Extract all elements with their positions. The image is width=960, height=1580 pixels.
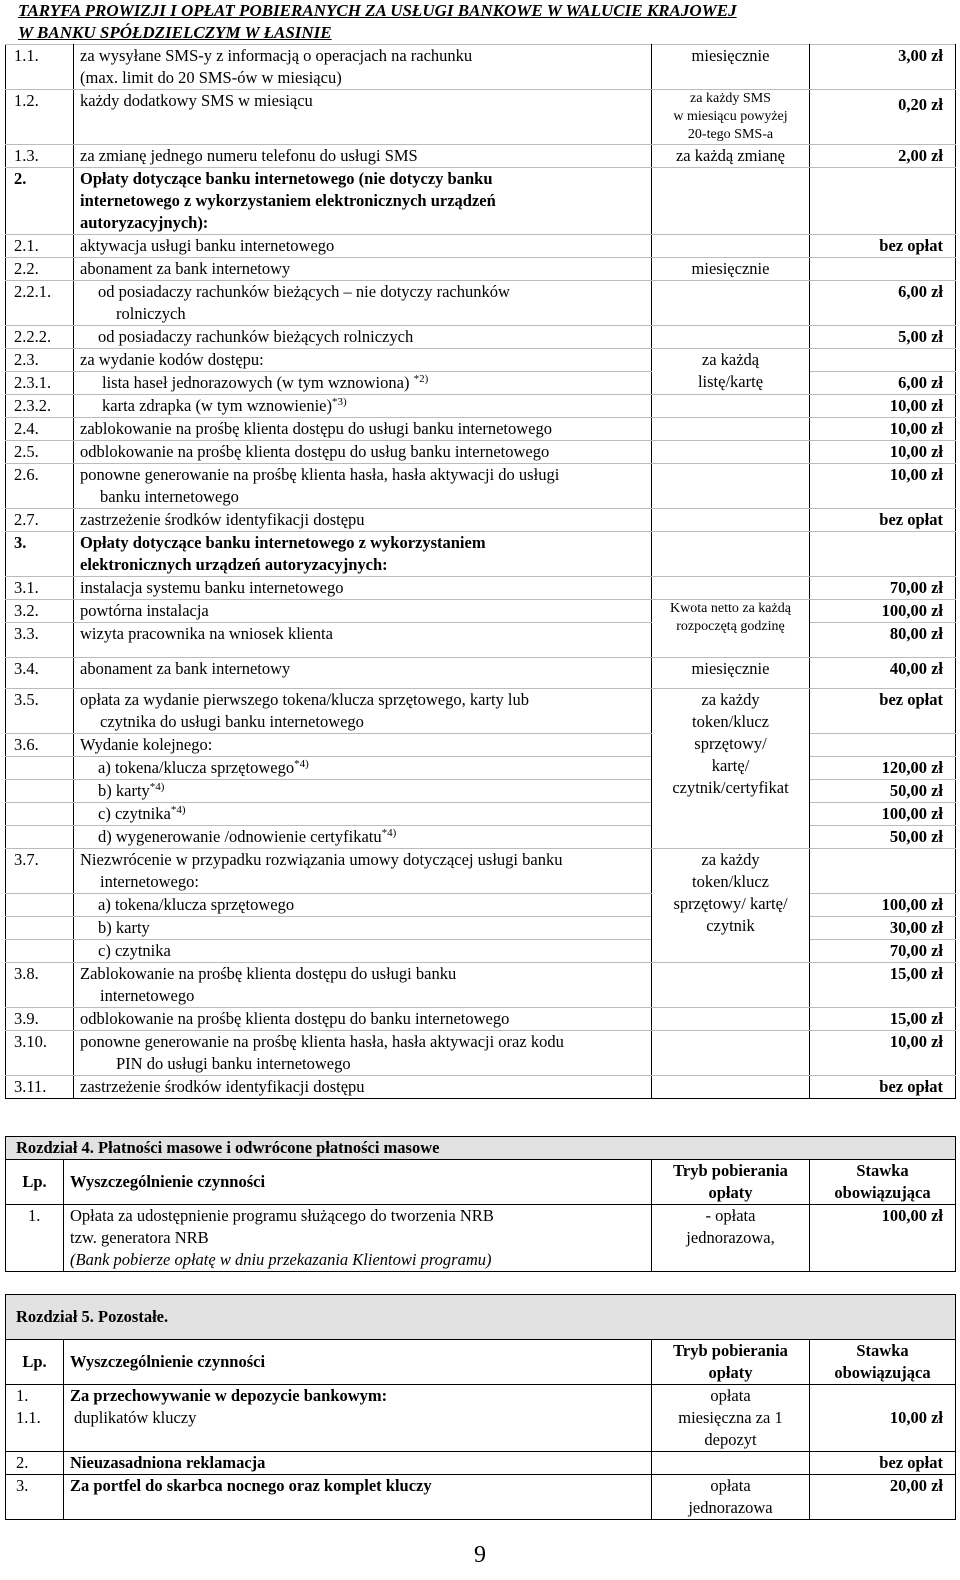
row-description: Wydanie kolejnego: [74, 734, 652, 757]
row-description: abonament za bank internetowy [74, 658, 652, 689]
table-row [6, 145, 956, 168]
document-header [18, 0, 948, 44]
row-description: c) czytnika$^{*4)}$ [74, 803, 652, 826]
row-description: ponowne generowanie na prośbę klienta hasła, hasła aktywacji do usługi banku internetowego [74, 464, 652, 509]
row-description: lista haseł jednorazowych (w tym wznowiona) $^{*2)}$ [74, 372, 652, 395]
row-amount: 10,00 zł [810, 1031, 956, 1076]
table-row [6, 689, 956, 734]
row-description: karta zdrapka (w tym wznowienie)$^{*3)}$ [74, 395, 652, 418]
row-description: abonament za bank internetowy [74, 258, 652, 281]
col-lp-header: Lp. [6, 1160, 64, 1205]
row-description: zastrzeżenie środków identyfikacji dostępu [74, 509, 652, 532]
row-number: 2.3.2. [6, 395, 74, 418]
table-row [6, 441, 956, 464]
row-description: Opłaty dotyczące banku internetowego z wykorzystaniem elektronicznych urządzeń autoryzacyjnych: [74, 532, 652, 577]
table-row [6, 326, 956, 349]
row-amount: 10,00 zł [810, 1385, 956, 1452]
row-number: 3. [6, 532, 74, 577]
row-description: od posiadaczy rachunków bieżących rolniczych [74, 326, 652, 349]
table-row [6, 1385, 956, 1452]
row-amount: 6,00 zł [810, 372, 956, 395]
row-description: zastrzeżenie środków identyfikacji dostępu [74, 1076, 652, 1099]
row-number: 3.11. [6, 1076, 74, 1099]
row-description: Opłata za udostępnienie programu służącego do tworzenia NRB tzw. generatora NRB (Bank pobierze opłatę w dniu przekazania Klientowi programu) [64, 1205, 652, 1272]
row-description: wizyta pracownika na wniosek klienta [74, 623, 652, 658]
row-description: Zablokowanie na prośbę klienta dostępu do usługi banku internetowego [74, 963, 652, 1008]
row-number: 2.2.2. [6, 326, 74, 349]
row-description: opłata za wydanie pierwszego tokena/klucza sprzętowego, karty lub czytnika do usługi banku internetowego [74, 689, 652, 734]
col-desc-header: Wyszczególnienie czynności [64, 1340, 652, 1385]
col-mode-header: Tryb pobierania opłaty [652, 1340, 810, 1385]
row-description: ponowne generowanie na prośbę klienta hasła, hasła aktywacji oraz kodu PIN do usługi banku internetowego [74, 1031, 652, 1076]
row-description: Opłaty dotyczące banku internetowego (nie dotyczy banku internetowego z wykorzystaniem elektronicznych urządzeń autoryzacyjnych): [74, 168, 652, 235]
section-title-row [6, 1295, 956, 1340]
row-amount: bez opłat [810, 235, 956, 258]
table-row [6, 803, 956, 826]
col-rate-header: Stawka obowiązująca [810, 1160, 956, 1205]
table-row [6, 281, 956, 326]
row-amount: 50,00 zł [810, 826, 956, 849]
row-description: Nieuzasadniona reklamacja [64, 1452, 652, 1475]
row-amount: 100,00 zł [810, 600, 956, 623]
table-row [6, 1008, 956, 1031]
row-number: 3.10. [6, 1031, 74, 1076]
row-description: a) tokena/klucza sprzętowego$^{*4)}$ [74, 757, 652, 780]
row-mode: za każdy token/klucz sprzętowy/ kartę/ czytnik/certyfikat [652, 689, 810, 849]
row-mode: za każdy token/klucz sprzętowy/ kartę/ czytnik [652, 849, 810, 963]
section-4-table [5, 1136, 956, 1272]
section-header-row [6, 1160, 956, 1205]
table-row [6, 464, 956, 509]
table-row [6, 395, 956, 418]
row-number: 2. [6, 1452, 64, 1475]
table-row [6, 1031, 956, 1076]
table-row [6, 658, 956, 689]
row-amount: 10,00 zł [810, 418, 956, 441]
row-amount: bez opłat [810, 509, 956, 532]
row-mode: - opłata jednorazowa, [652, 1205, 810, 1272]
row-description: odblokowanie na prośbę klienta dostępu do usług banku internetowego [74, 441, 652, 464]
row-description: Za przechowywanie w depozycie bankowym: duplikatów kluczy [64, 1385, 652, 1452]
row-description: c) czytnika [74, 940, 652, 963]
row-description: a) tokena/klucza sprzętowego [74, 894, 652, 917]
table-row [6, 917, 956, 940]
row-number: 2.6. [6, 464, 74, 509]
table-row [6, 894, 956, 917]
row-number: 3.2. [6, 600, 74, 623]
row-amount: 100,00 zł [810, 1205, 956, 1272]
row-number: 2.5. [6, 441, 74, 464]
row-amount: 120,00 zł [810, 757, 956, 780]
table-row [6, 418, 956, 441]
row-number: 2.1. [6, 235, 74, 258]
row-amount: 10,00 zł [810, 464, 956, 509]
col-lp-header: Lp. [6, 1340, 64, 1385]
col-desc-header: Wyszczególnienie czynności [64, 1160, 652, 1205]
row-amount: 20,00 zł [810, 1475, 956, 1520]
table-row [6, 577, 956, 600]
row-amount: 0,20 zł [810, 90, 956, 145]
table-row [6, 235, 956, 258]
row-amount: 80,00 zł [810, 623, 956, 658]
row-mode: Kwota netto za każdą rozpoczętą godzinę [652, 600, 810, 658]
row-description: instalacja systemu banku internetowego [74, 577, 652, 600]
row-amount: 15,00 zł [810, 1008, 956, 1031]
row-number: 3.4. [6, 658, 74, 689]
table-row [6, 1076, 956, 1099]
row-number: 3. [6, 1475, 64, 1520]
table-row [6, 509, 956, 532]
row-amount: 70,00 zł [810, 940, 956, 963]
row-number: 3.9. [6, 1008, 74, 1031]
table-row [6, 734, 956, 757]
row-number: 2. [6, 168, 74, 235]
row-amount: 6,00 zł [810, 281, 956, 326]
section-5-table [5, 1294, 956, 1520]
row-number: 1. [6, 1205, 64, 1272]
row-number: 3.8. [6, 963, 74, 1008]
row-description: b) karty [74, 917, 652, 940]
table-row [6, 90, 956, 145]
section-5-title: Rozdział 5. Pozostałe. [6, 1295, 956, 1340]
row-amount: 100,00 zł [810, 803, 956, 826]
row-mode: miesięcznie [652, 45, 810, 90]
section-title-row [6, 1137, 956, 1160]
table-row [6, 940, 956, 963]
row-number: 3.7. [6, 849, 74, 894]
row-number: 2.3.1. [6, 372, 74, 395]
row-description: powtórna instalacja [74, 600, 652, 623]
row-mode: miesięcznie [652, 658, 810, 689]
fees-table [5, 44, 956, 1099]
row-number: 1.3. [6, 145, 74, 168]
table-row [6, 258, 956, 281]
row-number: 2.2. [6, 258, 74, 281]
row-description: za wysyłane SMS-y z informacją o operacjach na rachunku (max. limit do 20 SMS-ów w miesiącu) [74, 45, 652, 90]
header-line-2: W BANKU SPÓŁDZIELCZYM W ŁASINIE [18, 23, 332, 42]
row-number: 2.7. [6, 509, 74, 532]
row-description: za zmianę jednego numeru telefonu do usługi SMS [74, 145, 652, 168]
section-4-title: Rozdział 4. Płatności masowe i odwrócone płatności masowe [6, 1137, 956, 1160]
row-mode: za każdą zmianę [652, 145, 810, 168]
table-row [6, 963, 956, 1008]
row-number: 2.3. [6, 349, 74, 372]
row-description: odblokowanie na prośbę klienta dostępu do banku internetowego [74, 1008, 652, 1031]
row-number: 2.2.1. [6, 281, 74, 326]
row-amount: 30,00 zł [810, 917, 956, 940]
row-number: 3.3. [6, 623, 74, 658]
col-rate-header: Stawka obowiązująca [810, 1340, 956, 1385]
row-number: 3.6. [6, 734, 74, 757]
row-mode: za każdą listę/kartę [652, 349, 810, 395]
row-description: aktywacja usługi banku internetowego [74, 235, 652, 258]
table-row [6, 45, 956, 90]
row-mode: miesięcznie [652, 258, 810, 281]
row-description: b) karty$^{*4)}$ [74, 780, 652, 803]
row-number: 1.1. [6, 45, 74, 90]
table-row [6, 623, 956, 658]
row-amount: bez opłat [810, 1076, 956, 1099]
row-description: Niezwrócenie w przypadku rozwiązania umowy dotyczącej usługi banku internetowego: [74, 849, 652, 894]
row-number: 3.1. [6, 577, 74, 600]
row-amount: 15,00 zł [810, 963, 956, 1008]
row-amount: 3,00 zł [810, 45, 956, 90]
row-description: za wydanie kodów dostępu: [74, 349, 652, 372]
row-amount: bez opłat [810, 689, 956, 734]
row-description: zablokowanie na prośbę klienta dostępu do usługi banku internetowego [74, 418, 652, 441]
table-row [6, 349, 956, 372]
row-mode: opłata jednorazowa [652, 1475, 810, 1520]
table-row [6, 1475, 956, 1520]
table-row [6, 600, 956, 623]
row-amount: 10,00 zł [810, 441, 956, 464]
table-row [6, 1452, 956, 1475]
row-number: 3.5. [6, 689, 74, 734]
row-amount: 5,00 zł [810, 326, 956, 349]
row-mode: za każdy SMS w miesiącu powyżej 20-tego SMS-a [652, 90, 810, 145]
row-mode: opłata miesięczna za 1 depozyt [652, 1385, 810, 1452]
row-amount: 70,00 zł [810, 577, 956, 600]
row-number: 1.2. [6, 90, 74, 145]
row-amount: bez opłat [810, 1452, 956, 1475]
row-amount: 10,00 zł [810, 395, 956, 418]
row-amount: 50,00 zł [810, 780, 956, 803]
row-amount: 100,00 zł [810, 894, 956, 917]
row-number: 1. 1.1. [6, 1385, 64, 1452]
section-header-row [6, 1340, 956, 1385]
table-row [6, 1205, 956, 1272]
row-description: Za portfel do skarbca nocnego oraz komplet kluczy [64, 1475, 652, 1520]
table-row [6, 826, 956, 849]
row-description: od posiadaczy rachunków bieżących – nie dotyczy rachunków rolniczych [74, 281, 652, 326]
row-description: każdy dodatkowy SMS w miesiącu [74, 90, 652, 145]
table-row [6, 757, 956, 780]
row-number: 2.4. [6, 418, 74, 441]
table-row [6, 372, 956, 395]
row-amount: 2,00 zł [810, 145, 956, 168]
table-row [6, 780, 956, 803]
header-line-1: TARYFA PROWIZJI I OPŁAT POBIERANYCH ZA USŁUGI BANKOWE W WALUCIE KRAJOWEJ [18, 1, 737, 20]
col-mode-header: Tryb pobierania opłaty [652, 1160, 810, 1205]
page-number: 9 [474, 1542, 486, 1568]
row-amount: 40,00 zł [810, 658, 956, 689]
table-row [6, 532, 956, 577]
table-row [6, 168, 956, 235]
row-description: d) wygenerowanie /odnowienie certyfikatu$^{*4)}$ [74, 826, 652, 849]
table-row [6, 849, 956, 894]
